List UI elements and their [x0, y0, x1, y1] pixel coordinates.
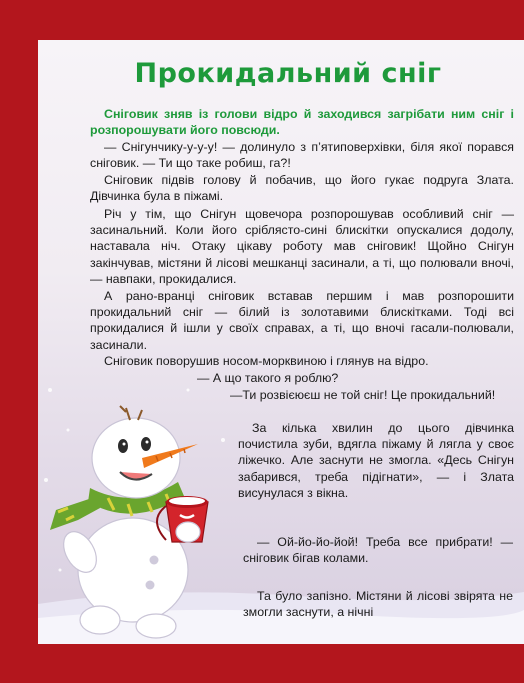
paragraph-3: Сніговик підвів голову й побачив, що його гукає подруга Злата. Дівчинка була в піжамі. — [90, 173, 514, 204]
paragraph-7: — А що такого я роблю? — [197, 371, 339, 385]
snowman-illustration — [38, 370, 248, 644]
paragraph-1: Сніговик зняв із голови відро й заходився загрібати ним сніг і розпорошувати його повсюди. — [90, 107, 514, 138]
paragraph-2: — Снігунчику-у-у-у! — долинуло з п’ятиповерхівки, біля якої порався сніговик. — Ти що таке робиш, га?! — [90, 140, 514, 171]
paragraph-11: Та було запізно. Містяни й лісові звірята не змогли заснути, а нічні — [243, 589, 513, 620]
book-page — [38, 40, 524, 644]
paragraph-5: А рано-вранці сніговик вставав першим і мав розпорошити прокидальний сніг — білий із золотавими блискітками. Тоді всі прокидалися й ішли у своїх справах, а ті, що вночі гасали-полювали, засинали. — [90, 289, 514, 352]
paragraph-9: За кілька хвилин до цього дівчинка почистила зуби, вдягла піжаму й лягла у своє ліжечко. Але заснути не змогла. «Десь Снігун забарився, треба підігнати», — і Злата висунулася з вікна. — [238, 421, 514, 500]
page-title: Прокидальний сніг — [134, 58, 442, 89]
paragraph-6: Сніговик поворушив носом-морквиною і глянув на відро. — [104, 354, 429, 368]
paragraph-10: — Ой-йо-йо-йой! Треба все прибрати! — сніговик бігав колами. — [243, 535, 513, 566]
paragraph-4: Річ у тім, що Снігун щовечора розпорошував особливий сніг — засинальний. Коли його сріблясто-сині блискітки опускалися додолу, наставала ніч. Отаку цікаву роботу мав сніговик! Щойно Снігун закінчував, містяни й лісові мешканці засинали, а ті, що полювали вночі, — навпаки, прокидалися. — [90, 207, 514, 286]
paragraph-8: —Ти розвієюєш не той сніг! Це прокидальний! — [230, 388, 496, 402]
